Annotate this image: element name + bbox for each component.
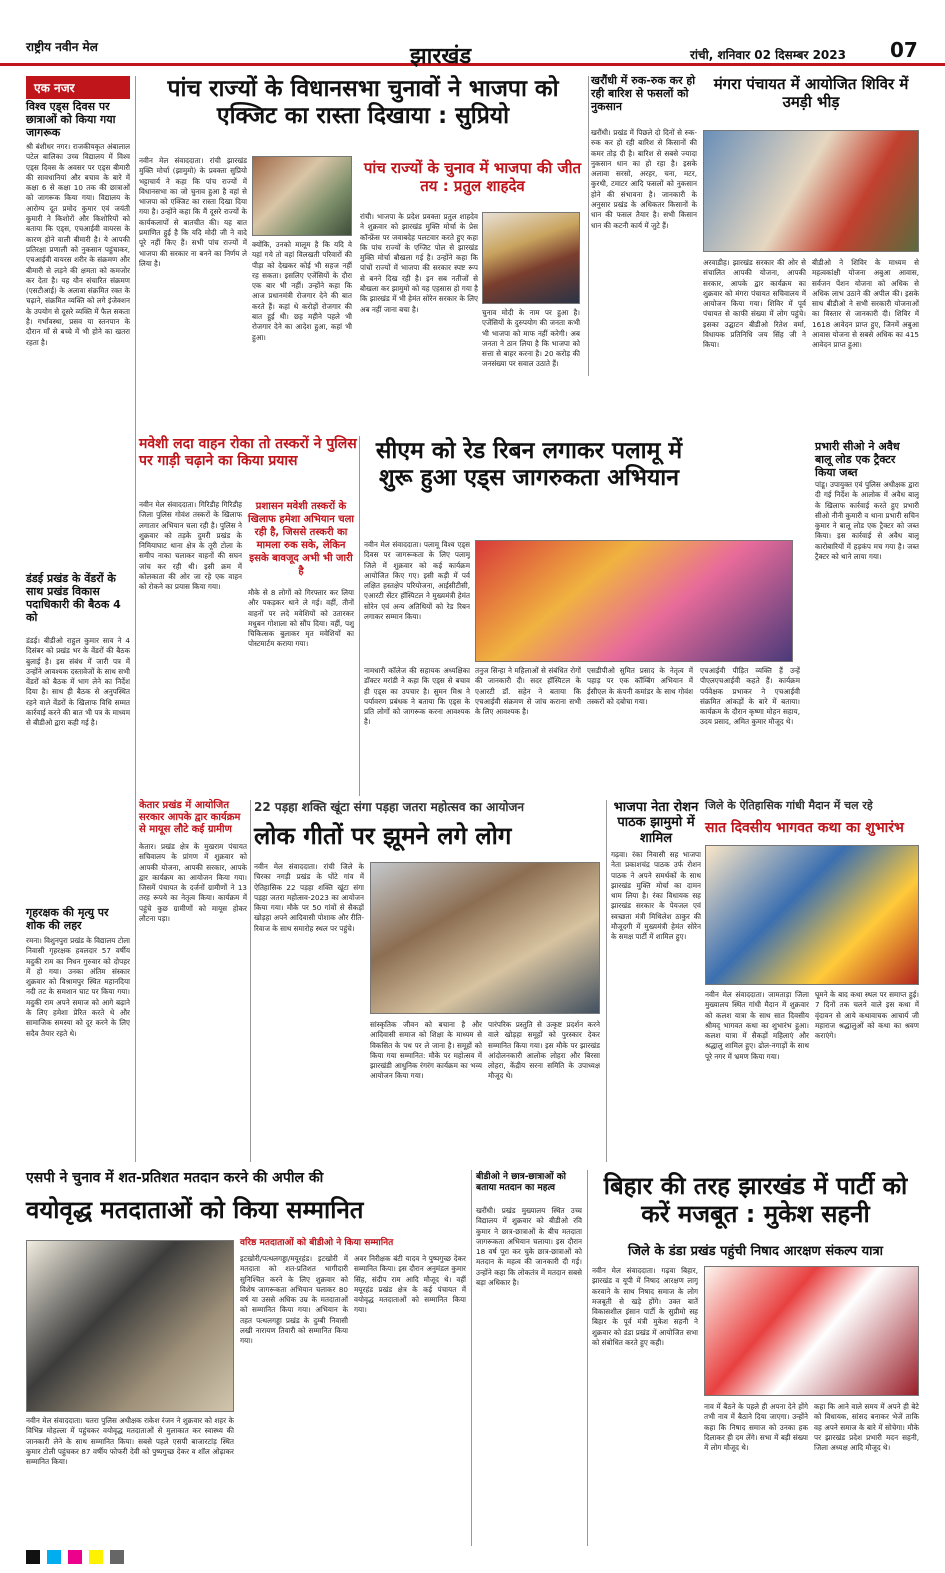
column-rule — [587, 1170, 588, 1546]
student-voting-title: बीडीओ ने छात्र-छात्राओं को बताया मतदान का महत्व — [476, 1172, 566, 1193]
reg-magenta-swatch — [68, 1550, 82, 1564]
column-rule — [588, 76, 589, 376]
kalash-yatra-photo — [705, 845, 919, 985]
aids-campaign-body-1: नवीन मेल संवाददाता। पलामू विश्व एड्स दिवस पर जागरूकता के लिए पलामू जिले में शुक्रवार को कई कार्यक्रम आयोजित किए गए। इसी कड़ी में पर्व लक्षित हस्तक्षेप परियोजना, आईसीटीसी, एआरटी सेंटर हॉस्पिटल ने मुख्यमंत्री हेमंत सोरेन एवं अन्य अतिथियों को रेड रिबन लगाकर सम्मान किया। — [364, 540, 470, 622]
mangra-camp-body-right: बीडीओ ने शिविर के माध्यम से महत्वकांक्षी योजना अबुआ आवास, सर्वजन पेंशन योजना को अधिक से अधिक लाभ उठाने की अपील की। इसके साथ बीडीओ ने सभी सरकारी योजनाओं का विस्तार से जानकारी दी। शिविर में 1618 आवेदन प्राप्त हुए, जिनमें अबुआ आवास योजना से सबसे अधिक का 415 आवेदन प्राप्त हुआ। — [812, 258, 919, 350]
folk-kicker: 22 पड़हा शक्ति खूंटा संगा पड़हा जतरा महोत्सव का आयोजन — [254, 800, 525, 814]
roshan-pathak-body: गढ़वा। रंका निवासी सह भाजपा नेता प्रकाशचंद्र पाठक उर्फ रोशन पाठक ने अपने समर्थकों के साथ झारखंड मुक्ति मोर्चा का दामन थाम लिया है। रंका विधायक सह झारखंड सरकार के पेयजल एवं स्वच्छता मंत्री मिथिलेश ठाकुर की मौजूदगी में मुख्यमंत्री हेमंत सोरेन के समक्ष पार्टी में शामिल हुए। — [611, 850, 701, 942]
roshan-pathak-title: भाजपा नेता रोशन पाठक झामुमो में शामिल — [613, 800, 699, 846]
mangra-camp-headline: मंगरा पंचायत में आयोजित शिविर में उमड़ी भीड़ — [713, 75, 909, 111]
elderly-voter-photo — [26, 1240, 234, 1412]
folk-dance-photo — [370, 862, 600, 1014]
sahni-subhead: जिले के डंडा प्रखंड पहुंची निषाद आरक्षण संकल्प यात्रा — [627, 1244, 884, 1259]
folk-headline: लोक गीतों पर झूमने लगे लोग — [254, 822, 512, 850]
aids-campaign-body-4: एसडीपीओ सुमित प्रसाद के नेतृत्व में पहाड़ पर एक कॉम्बिंग अभियान में ईसीएल के कंपनी कमांडर के साथ गोवंश तस्करों को दबोचा गया। — [587, 666, 693, 706]
lead-body-3: चुनाव मोदी के नाम पर हुआ है। एजेंसियों के दुरुपयोग की जनता कभी भी भाजपा को माफ नहीं करेगी। अब जनता ने ठान लिया है कि भाजपा को सत्ता से बाहर करना है। 20 करोड़ की जनसंख्या पर सवाल उठाते हैं। — [482, 308, 580, 369]
section-title: झारखंड — [410, 44, 472, 69]
aids-campaign-headline: सीएम को रेड रिबन लगाकर पलामू में शुरू हुआ एड्स जागरुकता अभियान — [375, 438, 683, 492]
newspaper-brand: राष्ट्रीय नवीन मेल — [26, 40, 98, 54]
student-voting-body: खरौंधी। प्रखंड मुख्यालय स्थित उच्च विद्यालय में शुक्रवार को बीडीओ रवि कुमार ने छात्र-छात्राओं के बीच मतदाता जागरूकता अभियान चलाया। इस दौरान 18 वर्ष पूरा कर चुके छात्र-छात्राओं को मतदान के महत्व की जानकारी दी गई। उन्होंने कहा कि लोकतंत्र में मतदान सबसे बड़ा अधिकार है। — [476, 1206, 582, 1288]
aids-campaign-body-5: एचआईवी पीड़ित व्यक्ति हैं उन्हें पीएलएचआईवी कहते हैं। कार्यक्रम पर्यवेक्षक प्रभाकर ने एचआईवी संक्रमित आंकड़ों के बारे में बताया। कार्यक्रम के दौरान कृष्णा मोहन सहाय, उदय प्रसाद, अमित कुमार मौजूद थे। — [700, 666, 800, 727]
cattle-smuggling-headline: मवेशी लदा वाहन रोका तो तस्करों ने पुलिस पर गाड़ी चढ़ाने का किया प्रयास — [139, 436, 357, 469]
supriyo-photo — [252, 156, 352, 236]
reg-black-swatch — [26, 1550, 40, 1564]
pratul-photo — [482, 212, 580, 304]
bhagwat-body: नवीन मेल संवाददाता। जामताड़ा जिला मुख्यालय स्थित गांधी मैदान में शुक्रवार को कलश यात्रा के साथ सात दिवसीय श्रीमद् भागवत कथा का शुभारंभ हुआ। कलश यात्रा में सैकड़ों महिलाएं और श्रद्धालु शामिल हुए। ढोल-नगाड़ों के साथ पूरे नगर में भ्रमण किया गया। — [705, 990, 809, 1061]
world-aids-day-body: श्री बंशीधर नगर। राजकीयकृत अंबालाल पटेल बालिका उच्च विद्यालय में विश्व एड्स दिवस के अवसर पर एड्स बीमारी की सावधानियां और बचाव के बारे में कक्षा 6 से कक्षा 10 तक की छात्राओं को जागरूक किया गया। विद्यालय के आरोग्य दूत प्रमोद कुमार एवं जयंती कुमारी ने किशोरों और किशोरियों को बताया कि एड्स, एचआईवी वायरस के कारण होने वाली बीमारी है। ये आपकी प्रतिरक्षा प्रणाली को नुकसान पहुंचाकर, एचआईवी वायरस शरीर के संक्रमण और बीमारी से लड़ने की क्षमता को कमजोर कर देता है। यह यौन संचारित संक्रमण (एसटीआई) के अलावा संक्रमित रक्त के चढ़ाने, संक्रमित व्यक्ति को लगे इंजेक्शन के उपयोग से दूसरे व्यक्ति में फैल सकता है। गर्भावस्था, प्रसव या स्तनपान के दौरान माँ से बच्चे में भी होने का खतरा रहता है। — [26, 142, 130, 347]
kharaundhi-rain-title: खरौंधी में रुक-रुक कर हो रही बारिश से फसलों को नुकसान — [591, 74, 696, 113]
world-aids-day-title: विश्व एड्स दिवस पर छात्राओं को किया गया जागरूक — [26, 100, 116, 139]
kharaundhi-rain-body: खरौंधी। प्रखंड में पिछले दो दिनों से रुक-रुक कर हो रही बारिश से किसानों की कमर तोड़ दी है। बारिश से सबसे ज्यादा नुकसान धान का हो रहा है। इसके अलावा सरसो, अरहर, चना, मटर, कुरथी, टमाटर आदि फसलों को नुकसान होने की संभावना है। जानकारी के अनुसार प्रखंड के अधिकतर किसानों के धान की फसल तैयार है। सभी किसान धान की कटनी कार्य में जुटे हैं। — [591, 128, 697, 230]
bhagwat-kicker: जिले के ऐतिहासिक गांधी मैदान में चल रहे — [705, 799, 873, 812]
cattle-pullquote: प्रशासन मवेशी तस्करों के खिलाफ हमेशा अभियान चला रही है, जिससे तस्करी का मामला रुक सके, लेकिन इसके बावजूद अभी भी जारी है — [248, 501, 354, 577]
folk-body-1: नवीन मेल संवाददाता। रांची जिले के चिरका नगड़ी प्रखंड के घोंटे गांव में ऐतिहासिक 22 पड़हा शक्ति खूंटा संगा पड़हा जतरा महोत्सव-2023 का आयोजन किया गया। मौके पर 50 गांवों से सैकड़ों खोड़हा अपने आदिवासी पोशाक और रीति-रिवाज के साथ समारोह स्थल पर पहुंचे। — [254, 862, 364, 933]
print-registration-bar — [26, 1549, 921, 1563]
mangra-camp-body-left: अरवाडीह। झारखंड सरकार की ओर से संचालित आपकी योजना, आपकी सरकार, आपके द्वार कार्यक्रम का शुक्रवार को मंगरा पंचायत सचिवालय में आयोजन किया गया। शिविर में पूर्व पंचायत से काफी संख्या में लोग पहुंचे। इसका उद्घाटन बीडीओ रितेश वर्मा, विधायक प्रतिनिधि जय सिंह जी ने किया। — [703, 258, 806, 350]
lead-headline: पांच राज्यों के विधानसभा चुनावों ने भाजपा को एक्जिट का रास्ता दिखाया : सुप्रियो — [167, 76, 559, 130]
column-rule — [606, 800, 607, 1162]
cattle-smuggling-body: नवीन मेल संवाददाता। गिरिडीह गिरिडीह जिला पुलिस गोवंश तस्करों के खिलाफ लगातार अभियान चला रही है। पुलिस ने शुक्रवार को तड़के दुमरी प्रखंड के निमियाघाट थाना क्षेत्र के तूरी टोला के समीप नाका चलाकर वाहनों की सघन जांच कर रही थी। इसी क्रम में कोलकाता की ओर जा रहे एक वाहन को रोकने का प्रयास किया गया। — [139, 500, 242, 592]
column-rule — [250, 800, 251, 1162]
bhagwat-headline: सात दिवसीय भागवत कथा का शुभारंभ — [705, 820, 904, 836]
voters-body-2: इटखोरी/पत्थलगड्डा/मयूरहंड। इटखोरी में मतदाता को शत-प्रतिशत भागीदारी सुनिश्चित करने के लिए शुक्रवार को विशेष जागरूकता अभियान चलाकर 80 वर्ष या उससे अधिक उम्र के मतदाताओं को सम्मानित किया गया। अभियान के तहत पत्थलगड्डा प्रखंड के दुम्बी निवासी लखी नारायण तिवारी को सम्मानित किया गया। — [240, 1254, 348, 1346]
sahni-body-3: कहा कि आने वाले समय में अपने ही बेटे को विधायक, सांसद बनाकर भेजें ताकि वह अपने समाज के बारे में सोचेगा। मौके पर झारखंड प्रदेश प्रभारी मदन सहनी, जिला अध्यक्ष आदि मौजूद थे। — [814, 1402, 919, 1453]
reg-cyan-swatch — [47, 1550, 61, 1564]
vendor-meeting-body: डंडई। बीडीओ राहुल कुमार साव ने 4 दिसंबर को प्रखंड भर के वेंडरों की बैठक बुलाई है। इस संबंध में जारी पत्र में उन्होंने आवश्यक दस्तावेजों के साथ सभी वेंडरों को बैठक में भाग लेने का निर्देश दिया है। साथ ही बैठक से अनुपस्थित रहने वाले वेंडरों के खिलाफ विधि सम्मत कार्रवाई करने की बात भी पत्र के माध्यम से बीडीओ द्वारा कही गई है। — [26, 636, 130, 728]
folk-body-2: सांस्कृतिक जीवन को बचाना है और आदिवासी समाज को शिक्षा के माध्यम से विकसित के पथ पर ले जाना है। समूहों को किया गया सम्मानित: मौके पर महोत्सव में झारखंडी आधुनिक रंगरंग कार्यक्रम का भव्य आयोजन किया गया। — [370, 1020, 482, 1081]
voters-kicker: एसपी ने चुनाव में शत-प्रतिशत मतदान करने की अपील की — [26, 1170, 324, 1186]
folk-body-3: पारंपरिक प्रस्तुति से उत्कृष्ट प्रदर्शन करने वाले खोड़हा समूहों को पुरस्कार देकर सम्मानित किया गया। इस मौके पर झारखंड आंदोलनकारी आलोक लोहरा और बिरसा लोहरा, केंद्रीय सरना समिति के उपाध्यक्ष मौजूद थे। — [488, 1020, 600, 1081]
bhagwat-body-2: घूमने के बाद कथा स्थल पर समाप्त हुई। 7 दिनों तक चलने वाले इस कथा में वृंदावन से आये कथावाचक आचार्य जी महाराज श्रद्धालुओं को कथा का श्रवण कराएंगे। — [815, 990, 919, 1041]
bdo-honor-subhead: वरिष्ठ मतदाताओं को बीडीओ ने किया सम्मानित — [240, 1238, 394, 1248]
vendor-meeting-title: डंडई प्रखंड के वेंडरों के साथ प्रखंड विकास पदाधिकारी की बैठक 4 को — [26, 572, 121, 624]
sahni-body-1: नवीन मेल संवाददाता। गढ़वा बिहार, झारखंड व यूपी में निषाद आरक्षण लागू करवाने के साथ निषाद समाज के लोग मजबूती से खड़े होंगे। उक्त बातें विकासशील इंसान पार्टी के सुप्रीमो सह बिहार के पूर्व मंत्री मुकेश सहनी ने शुक्रवार को डंडा प्रखंड में आयोजित सभा को संबोधित करते हुए कही। — [592, 1266, 698, 1348]
mangra-camp-photo — [703, 130, 919, 252]
voters-body-3: अवर निरीक्षक बंटी यादव ने पुष्पगुच्छ देकर सम्मानित किया। इस दौरान अनुमंडल कुमार सिंह, संदीप राम आदि मौजूद थे। वहीं मयूरहंड प्रखंड क्षेत्र के कई पंचायत में वयोवृद्ध मतदाताओं को सम्मानित किया गया। — [354, 1254, 466, 1315]
voters-headline: वयोवृद्ध मतदाताओं को किया सम्मानित — [26, 1196, 364, 1224]
page-number: 07 — [890, 38, 918, 62]
sahni-headline: बिहार की तरह झारखंड में पार्टी को करें मजबूत : मुकेश सहनी — [603, 1172, 908, 1229]
reg-yellow-swatch — [89, 1550, 103, 1564]
reg-gray-swatch — [110, 1550, 124, 1564]
aids-campaign-photo — [475, 540, 793, 662]
sand-tractor-title: प्रभारी सीओ ने अवैध बालू लोड एक ट्रैक्टर किया जब्त — [815, 440, 900, 479]
sahni-rally-photo — [704, 1266, 919, 1396]
home-guard-death-title: गृहरक्षक की मृत्यु पर शोक की लहर — [26, 906, 109, 932]
pratul-body: रांची। भाजपा के प्रदेश प्रवक्ता प्रतुल शाहदेव ने शुक्रवार को झारखंड मुक्ति मोर्चा के प्रेस कॉन्फ्रेंस पर जवाबदेह पलटवार करते हुए कहा कि पांच राज्यों के एग्जिट पोल से झारखंड मुक्ति मोर्चा बौखला गई है। उन्होंने कहा कि पांचों राज्यों में भाजपा की सरकार स्पष्ट रूप से बनने दिख रही है। इन सब नतीजों से बौखला कर झामुमो को यह एहसास हो गया है कि झारखंड में भी हेमंत सोरेन सरकार के लिए अब नहीं जाना बचा है। — [360, 212, 478, 314]
ketar-camp-title: केतार प्रखंड में आयोजित सरकार आपके द्वार कार्यक्रम से मायूस लौटे कई ग्रामीण — [139, 800, 241, 835]
masthead — [0, 0, 945, 69]
issue-date: रांची, शनिवार 02 दिसम्बर 2023 — [690, 48, 846, 62]
ketar-camp-body: केतार। प्रखंड क्षेत्र के मुखराम पंचायत सचिवालय के प्रांगण में शुक्रवार को आपकी योजना, आपकी सरकार, आपके द्वार कार्यक्रम का आयोजन किया गया। जिसमें पंचायत के दर्जनों ग्रामीणों ने 13 तरह रूपये का नेतृत्व किया। कार्यक्रम में पहुंचे कुछ ग्रामीणों को मायूस होकर लौटना पड़ा। — [139, 842, 247, 924]
voters-body-1: नवीन मेल संवाददाता। चतरा पुलिस अधीक्षक राकेश रंजन ने शुक्रवार को शहर के विभिन्न मोहल्ला में पहुंचकर वयोवृद्ध मतदाताओं से मुलाकात कर स्वास्थ्य की जानकारी लेने के साथ सम्मानित किया। सबसे पहले एसपी बाजारटांड़ स्थित कुमार टोली पहुंचकर 87 वर्षीय फोफरी देवी को पुष्पगुच्छ देकर व शॉल ओढ़ाकर सम्मानित किया। — [26, 1416, 234, 1467]
lead-body-2: क्योंकि, उनको मालूम है कि यदि वे यहां गये तो वहां विलखती परिवारों की पीड़ा को देखकर कोई भी सहज नहीं रह सकता। इसलिए एजेंसियों के दौरा एक बार भी नहीं। उन्होंने कहा कि आज प्रधानमंत्री रोजगार देने की बात करते हैं। कहां थे करोड़ों रोजगार की बात हुई थी। छह महीने पहले भी रोजगार देने का आदेश हुआ, कहां भी हुआ। — [252, 240, 352, 342]
pratul-headline: पांच राज्यों के चुनाव में भाजपा की जीत तय : प्रतुल शाहदेव — [363, 159, 582, 195]
home-guard-death-body: रमना। विशुनपुरा प्रखंड के विद्यालय टोला निवासी गृहरक्षक हवलदार 57 वर्षीय मदुकी राम का निधन गुरुवार को दोपहर में हो गया। उनका अंतिम संस्कार शुक्रवार को विश्रामपुर स्थित महानदिया नदी तट के समशान घाट पर किया गया। मदुकी राम अपने समाज को आगे बढ़ाने के लिए हमेशा प्रेरित करते थे और सामाजिक समस्या को दूर करने के लिए सदैव तैयार रहते थे। — [26, 936, 130, 1038]
column-rule — [471, 1170, 472, 1546]
cattle-smuggling-body-2: मौके से 8 लोगों को गिरफ्तार कर लिया और पकड़कर थाने ले गई। वहीं, तीनों वाहनों पर लदे मवेशियों को उतारकर मधुबन गोशाला को सौंप दिया। वहीं, पशु चिकित्सक बुलाकर मृत मवेशियों का पोस्टमार्टम कराया गया। — [248, 588, 354, 649]
lead-body: नवीन मेल संवाददाता। रांची झारखंड मुक्ति मोर्चा (झामुमो) के प्रवक्ता सुप्रियो भट्टाचार्य ने कहा कि पांच राज्यों में विधानसभा का जो चुनाव हुआ है वहां से भाजपा को एक्जिट का रास्ता दिखा दिया गया है। उन्होंने कहा कि मैं दूसरे राज्यों के कार्यकलापों से बातचीत की। यह बात प्रमाणित हुई है कि यदि मोदी जी ने वादे पूरे नहीं किए हैं। सभी पांच राज्यों में भाजपा की सरकार ना बनने का निर्णय ले लिया है। — [139, 156, 247, 268]
ek-nazar-label: एक नजर — [26, 76, 130, 99]
aids-campaign-body-3: तनुज सिन्हा ने महिलाओं से संबंधित रोगों की जानकारी दी। सदर हॉस्पिटल के एआरटी डॉ. सहेन ने बताया कि एचआईवी संक्रमण से जांच कराना सभी के लिए आवश्यक है। — [475, 666, 581, 717]
sahni-body-2: नाव में बैठने के पहले ही अपना देने होंगे तभी नाव में बैठाने दिया जाएगा। उन्होंने कहा कि निषाद समाज को उनका हक दिलाकर ही दम लेंगे। सभा में बड़ी संख्या में लोग मौजूद थे। — [704, 1402, 808, 1453]
column-rule — [359, 436, 360, 796]
column-rule — [135, 76, 136, 1162]
sand-tractor-body: पांडू। उपायुक्त एवं पुलिस अधीक्षक द्वारा दी गई निर्देश के आलोक में अवैध बालू के खिलाफ कार्रवाई करते हुए प्रभारी सीओ नीनी कुमारी व थाना प्रभारी सचिन कुमार ने बालू लोड एक ट्रैक्टर को जब्त किया। इस कार्रवाई से अवैध बालू कारोबारियों में हड़कंप मच गया है। जब्त ट्रैक्टर को थाने लाया गया। — [815, 480, 919, 562]
aids-campaign-body-2: नामधारी कॉलेज की सहायक अध्यक्षिका डॉक्टर मरांडी ने कहा कि एड्स से बचाव ही एड्स का उपचार है। सुमन मिश्र ने पर्यावरण प्रबंधक ने बताया कि एड्स के प्रति लोगों को जागरूक करना आवश्यक है। — [364, 666, 470, 727]
